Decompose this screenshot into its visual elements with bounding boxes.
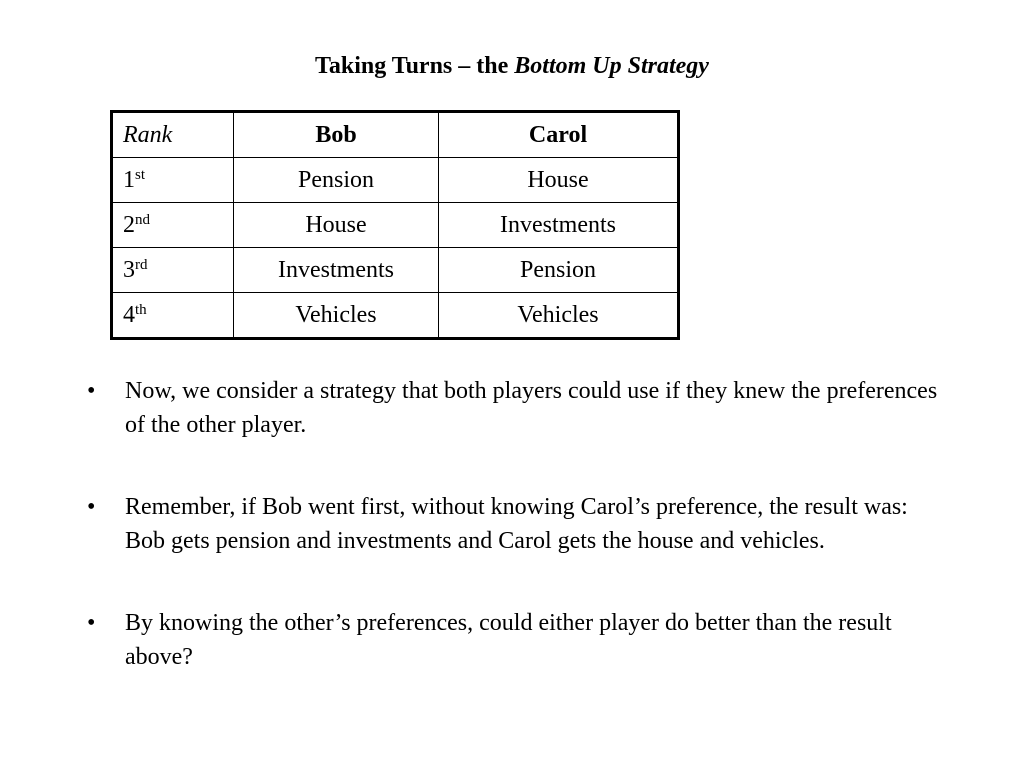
- preference-table: [110, 110, 680, 340]
- bullet-text: Remember, if Bob went first, without knowing Carol’s preference, the result was: Bob gets pension and investments and Carol gets the house and vehicles.: [125, 494, 908, 554]
- bullet-text: Now, we consider a strategy that both players could use if they knew the preferences of the other player.: [125, 378, 938, 438]
- rank-cell: [112, 158, 234, 203]
- rank-suffix: rd: [135, 257, 148, 273]
- rank-cell: [112, 293, 234, 339]
- rank-suffix: th: [135, 302, 147, 318]
- rank-number: 3: [123, 257, 135, 283]
- rank-suffix: st: [135, 167, 146, 183]
- rank-number: 1: [123, 167, 135, 193]
- rank-cell: [112, 203, 234, 248]
- header-rank: Rank: [112, 112, 234, 158]
- slide-title: [0, 50, 1024, 82]
- rank-number: 4: [123, 302, 135, 328]
- bullet-icon: •: [87, 378, 96, 404]
- carol-cell: Vehicles: [439, 293, 679, 339]
- header-bob: Bob: [234, 112, 439, 158]
- carol-cell: House: [439, 158, 679, 203]
- list-item: [84, 374, 944, 442]
- rank-suffix: nd: [135, 212, 150, 228]
- bullet-list: [84, 374, 944, 674]
- table-header-row: [112, 112, 679, 158]
- rank-cell: [112, 248, 234, 293]
- carol-cell: Investments: [439, 203, 679, 248]
- table-row: [112, 203, 679, 248]
- carol-cell: Pension: [439, 248, 679, 293]
- bob-cell: House: [234, 203, 439, 248]
- title-italic: Bottom Up Strategy: [514, 53, 709, 79]
- table-row: [112, 158, 679, 203]
- bullet-icon: •: [87, 494, 96, 520]
- header-carol: Carol: [439, 112, 679, 158]
- bob-cell: Vehicles: [234, 293, 439, 339]
- bob-cell: Pension: [234, 158, 439, 203]
- table-row: [112, 248, 679, 293]
- list-item: [84, 606, 944, 674]
- rank-number: 2: [123, 212, 135, 238]
- table-row: [112, 293, 679, 339]
- title-plain: Taking Turns – the: [315, 53, 515, 79]
- list-item: [84, 490, 944, 558]
- bob-cell: Investments: [234, 248, 439, 293]
- bullet-icon: •: [87, 610, 96, 636]
- bullet-text: By knowing the other’s preferences, could either player do better than the result above?: [125, 610, 892, 670]
